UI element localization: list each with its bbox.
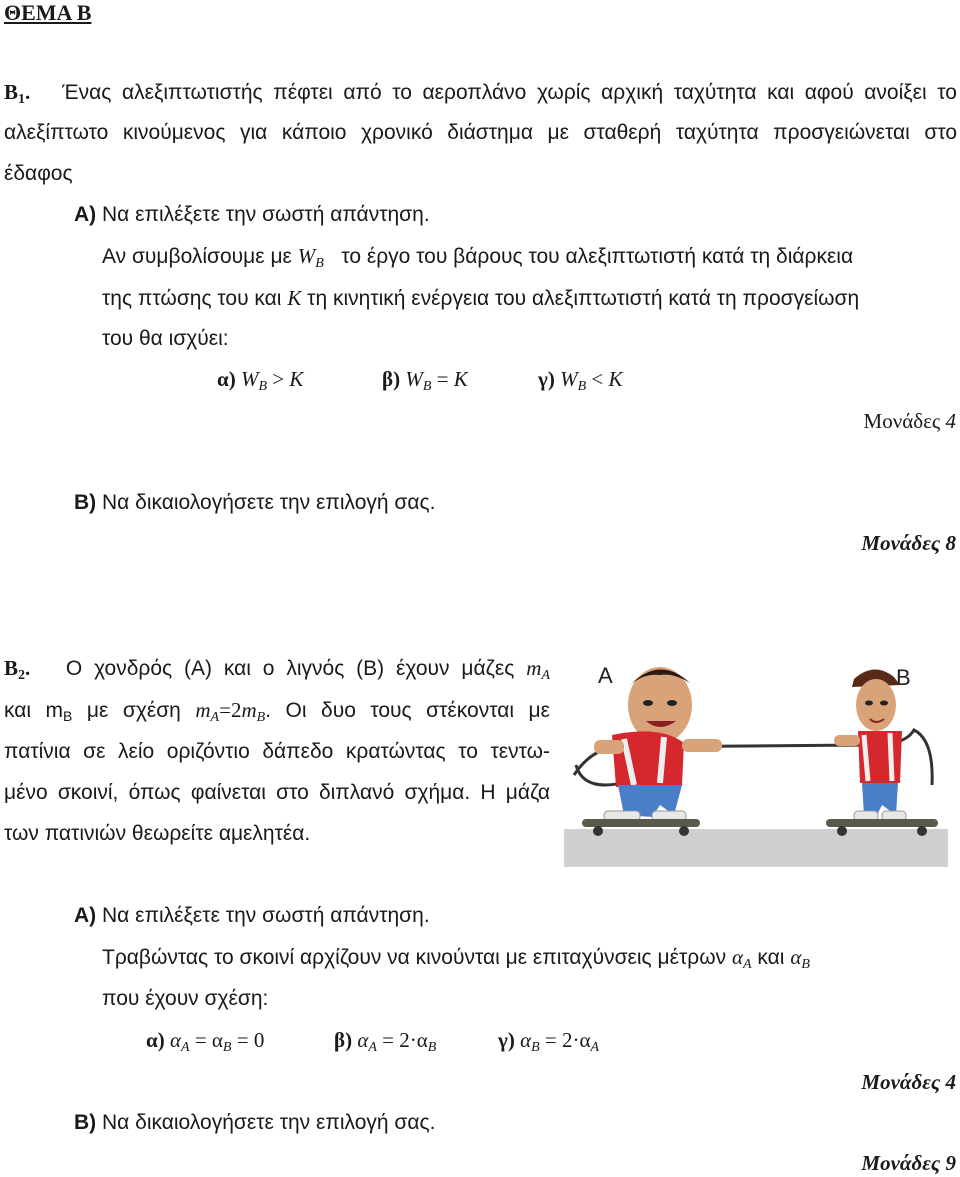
b2-option-c: γ) $\alpha_B = 2\cdot\alpha_A$: [498, 1028, 600, 1055]
b2-partA-line2: που έχουν σχέση:: [102, 987, 269, 1010]
symbol-WB: $W_B$: [297, 244, 324, 271]
figure-label-A: A: [598, 663, 613, 688]
person-A: [582, 667, 722, 836]
person-B: [826, 669, 938, 836]
b1-option-b: β) $W_B = K$: [382, 367, 468, 394]
b1-partA-line3: του θα ισχύει:: [102, 327, 229, 350]
b2-partA-line1: Τραβώντας το σκοινί αρχίζουν να κινούνται με επιταχύνσεις μέτρων $\alpha_A$ και $\alpha_B$: [102, 945, 810, 972]
b1-partB-points: Μονάδες 8: [861, 531, 956, 555]
b1-partA-line2: της πτώσης του και K τη κινητική ενέργεια του αλεξιπτωτιστή κατά τη προσγείωση: [102, 286, 860, 310]
b2-number: $B_2$.: [4, 656, 31, 683]
b2-partA-instruction: Α) Να επιλέξετε την σωστή απάντηση.: [74, 904, 430, 927]
figure-label-B: B: [896, 665, 911, 690]
b1-line-1: $B_1$. Ένας αλεξιπτωτιστής πέφτει από το αεροπλάνο χωρίς αρχική ταχύτητα και αφού ανοίξει το: [4, 80, 957, 107]
b1-option-a: α) $W_B > K$: [217, 367, 304, 394]
b1-number: $B_1$.: [4, 80, 31, 107]
b2-option-a: α) $\alpha_A = \alpha_B = 0$: [146, 1028, 265, 1055]
floor: [564, 829, 948, 867]
b2-line-2: και $m_B$ με σχέση $m_A=2m_B$. Οι δυο τους στέκονται με: [4, 698, 550, 725]
mass-mA: $m_A$: [526, 656, 550, 683]
mass-relation: $m_A=2m_B$: [195, 698, 266, 725]
section-heading: ΘΕΜΑ Β: [4, 0, 92, 25]
b2-line-5: των πατινιών θεωρείτε αμελητέα.: [4, 822, 311, 845]
b1-option-c: γ) $W_B < K$: [538, 367, 623, 394]
b1-line-2: αλεξίπτωτο κινούμενος για κάποιο χρονικό διάστημα με σταθερή ταχύτητα προσγειώνεται στο: [4, 121, 957, 144]
b2-line-4: μένο σκοινί, όπως φαίνεται στο διπλανό σχήμα. Η μάζα: [4, 781, 550, 804]
b2-line-1: $B_2$. Ο χονδρός (Α) και ο λιγνός (Β) έχουν μάζες $m_A$: [4, 656, 550, 683]
b2-partB-instruction: Β) Να δικαιολογήσετε την επιλογή σας.: [74, 1111, 436, 1134]
b1-partA-points: Μονάδες 4: [863, 409, 956, 433]
b1-partA-instruction: Α) Να επιλέξετε την σωστή απάντηση.: [74, 203, 430, 226]
tug-of-war-figure: [564, 655, 948, 867]
b2-partA-points: Μονάδες 4: [861, 1070, 956, 1094]
b2-option-b: β) $\alpha_A = 2\cdot\alpha_B$: [334, 1028, 437, 1055]
b2-partB-points: Μονάδες 9: [861, 1151, 956, 1175]
b1-line-3: έδαφος: [4, 162, 73, 185]
b1-partB-instruction: Β) Να δικαιολογήσετε την επιλογή σας.: [74, 491, 436, 514]
b2-line-3: πατίνια σε λείο οριζόντιο δάπεδο κρατώντας το τεντω-: [4, 740, 550, 763]
b1-partA-line1: Αν συμβολίσουμε με $W_B$ το έργο του βάρους του αλεξιπτωτιστή κατά τη διάρκεια: [102, 244, 854, 271]
